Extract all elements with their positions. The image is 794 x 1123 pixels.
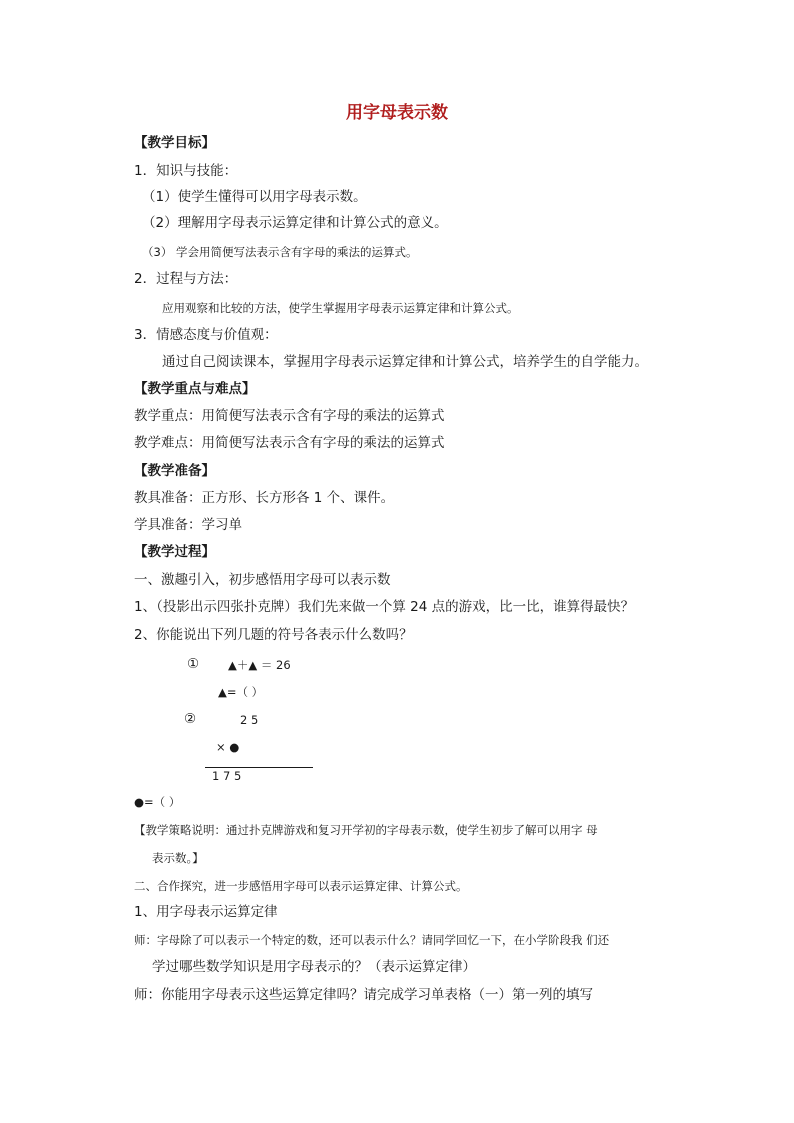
strategy-note-line-2: 表示数。】 xyxy=(152,851,204,865)
goal-item-1-1: （1）使学生懂得可以用字母表示数。 xyxy=(142,189,367,205)
question-2-number: ② xyxy=(184,711,197,727)
teacher-line-1a: 师：字母除了可以表示一个特定的数，还可以表示什么？请同学回忆一下，在小学阶段我 们还 xyxy=(134,933,610,947)
prep-student: 学具准备：学习单 xyxy=(134,517,242,533)
process-part-2: 二、合作探究，进一步感悟用字母可以表示运算定律、计算公式。 xyxy=(134,879,468,893)
question-2-multiplier: × ● xyxy=(216,740,240,754)
focus-difficult: 教学难点：用简便写法表示含有字母的乘法的运算式 xyxy=(134,435,445,451)
section-heading-goals: 【教学目标】 xyxy=(134,135,215,151)
process-step-2: 2、你能说出下列几题的符号各表示什么数吗？ xyxy=(134,627,413,643)
goal-item-3-text: 通过自己阅读课本，掌握用字母表示运算定律和计算公式，培养学生的自学能力。 xyxy=(162,354,648,370)
goal-item-1-3: （3） 学会用简便写法表示含有字母的乘法的运算式。 xyxy=(142,245,418,259)
section-heading-process: 【教学过程】 xyxy=(134,544,215,560)
section-heading-focus: 【教学重点与难点】 xyxy=(134,381,256,397)
teacher-line-1b: 学过哪些数学知识是用字母表示的？（表示运算定律） xyxy=(152,959,476,975)
question-1-number: ① xyxy=(187,656,200,672)
question-1-expression: ▲＋▲ ＝ 26 xyxy=(228,658,291,672)
page-title: 用字母表示数 xyxy=(346,103,448,123)
teacher-line-2: 师：你能用字母表示这些运算定律吗？请完成学习单表格（一）第一列的填写 xyxy=(134,987,593,1003)
goal-item-2-text: 应用观察和比较的方法，使学生掌握用字母表示运算定律和计算公式。 xyxy=(162,301,519,315)
process-step-1: 1、（投影出示四张扑克牌）我们先来做一个算 24 点的游戏，比一比，谁算得最快？ xyxy=(134,599,635,615)
question-2-result: 1 7 5 xyxy=(212,769,242,783)
goal-item-2: 2．过程与方法： xyxy=(134,271,238,287)
focus-key: 教学重点：用简便写法表示含有字母的乘法的运算式 xyxy=(134,408,445,424)
process-sub-1: 1、用字母表示运算定律 xyxy=(134,904,278,920)
process-part-1: 一、激趣引入，初步感悟用字母可以表示数 xyxy=(134,572,391,588)
prep-teacher: 教具准备：正方形、长方形各 1 个、课件。 xyxy=(134,490,395,506)
question-2-multiplicand: 2 5 xyxy=(240,713,259,727)
goal-item-1: 1．知识与技能： xyxy=(134,163,238,179)
question-1-answer: ▲=（ ） xyxy=(218,685,264,699)
question-2-answer: ●=（ ） xyxy=(134,795,181,809)
goal-item-3: 3．情感态度与价值观： xyxy=(134,327,278,343)
strategy-note-line-1: 【教学策略说明：通过扑克牌游戏和复习开学初的字母表示数，使学生初步了解可以用字 母 xyxy=(134,823,598,837)
section-heading-prep: 【教学准备】 xyxy=(134,463,215,479)
goal-item-1-2: （2）理解用字母表示运算定律和计算公式的意义。 xyxy=(142,215,448,231)
